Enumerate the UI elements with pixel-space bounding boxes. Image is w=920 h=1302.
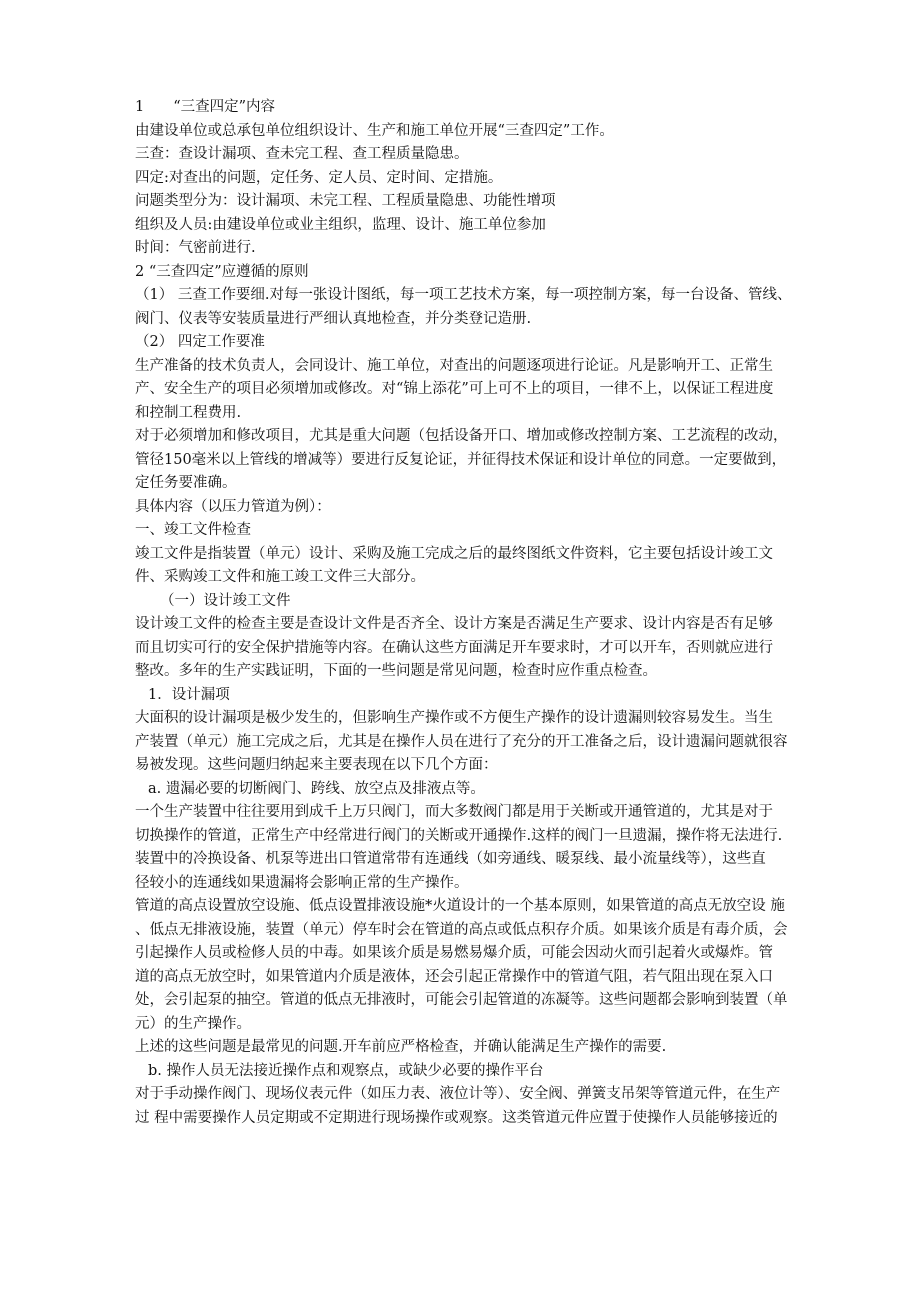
paragraph-line: 易被发现。这些问题归纳起来主要表现在以下几个方面： [135,757,498,773]
subheading: （2） 四定工作要准 [135,334,265,350]
paragraph-line: 竣工文件是指装置（单元）设计、采购及施工完成之后的最终图纸文件资料，它主要包括设计竣工文 [135,545,773,562]
paragraph-line: （1） 三查工作要细.对每一张设计图纸，每一项工艺技术方案，每一项控制方案，每一台设备、管线、 [135,287,792,303]
paragraph-line: 产装置（单元）施工完成之后，尤其是在操作人员在进行了充分的开工准备之后，设计遗漏问题就很容 [135,733,788,750]
paragraph-line: 时间：气密前进行. [135,240,256,256]
paragraph-line: 、低点无排液设施，装置（单元）停车时会在管道的高点或低点积存介质。如果该介质是有毒介质，会 [135,921,788,938]
paragraph-line: 问题类型分为：设计漏项、未完工程、工程质量隐患、功能性增项 [135,193,556,209]
paragraph-line: 四定:对查出的问题，定任务、定人员、定时间、定措施。 [135,169,503,186]
paragraph-line: 阀门、仪表等安装质量进行严细认真地检查，并分类登记造册. [135,310,532,327]
paragraph-line: 对于手动操作阀门、现场仪表元件（如压力表、液位计等）、安全阀、弹簧支吊架等管道元件，在生产 [135,1086,781,1102]
subheading: （一）设计竣工文件 [160,592,291,609]
paragraph-line: 设计竣工文件的检查主要是查设计文件是否齐全、设计方案是否满足生产要求、设计内容是否有足够 [135,616,773,632]
paragraph-line: 过 程中需要操作人员定期或不定期进行现场操作或观察。这类管道元件应置于使操作人员能够接近的 [135,1109,778,1126]
paragraph-line: 处，会引起泵的抽空。管道的低点无排液时，可能会引起管道的冻凝等。这些问题都会影响到装置（单 [135,992,788,1008]
list-item-heading: a. 遗漏必要的切断阀门、跨线、放空点及排液点等。 [148,780,485,797]
paragraph-line: 径较小的连通线如果遗漏将会影响正常的生产操作。 [135,874,469,891]
paragraph-line: 具体内容（以压力管道为例）： [135,498,331,515]
paragraph-line: 产、安全生产的项目必须增加或修改。对“锦上添花”可上可不上的项目，一律不上，以保证工程进度 [135,381,774,397]
section-heading: 一、竣工文件检查 [135,522,251,538]
section-heading-2: 2 “三查四定”应遵循的原则 [135,263,309,280]
paragraph-line: 装置中的冷换设备、机泵等进出口管道常带有连通线（如旁通线、暖泵线、最小流量线等），这些直 [135,851,766,867]
paragraph-line: 组织及人员:由建设单位或业主组织，监理、设计、施工单位参加 [135,216,546,233]
paragraph-line: 引起操作人员或检修人员的中毒。如果该介质是易燃易爆介质，可能会因动火而引起着火或爆炸。管 [135,945,773,961]
document-body [135,96,795,1130]
paragraph-line: 上述的这些问题是最常见的问题.开车前应严格检查，并确认能满足生产操作的需要. [135,1039,667,1055]
paragraph-line: 一个生产装置中往往要用到成千上万只阀门，而大多数阀门都是用于关断或开通管道的，尤其是对于 [135,804,773,820]
paragraph-line: 整改。多年的生产实践证明，下面的一些问题是常见问题，检查时应作重点检查。 [135,663,657,679]
paragraph-line: 管径150毫米以上管线的增减等）要进行反复论证，并征得技术保证和设计单位的同意。一定要做到， [135,451,787,468]
subheading: 1．设计漏项 [148,686,230,703]
paragraph-line: 和控制工程费用. [135,404,242,421]
paragraph-line: 由建设单位或总承包单位组织设计、生产和施工单位开展“三查四定”工作。 [135,122,614,139]
paragraph-line: 道的高点无放空时，如果管道内介质是液体，还会引起正常操作中的管道气阻，若气阻出现在泵入口 [135,968,773,985]
paragraph-line: 而且切实可行的安全保护措施等内容。在确认这些方面满足开车要求时，才可以开车，否则就应进行 [135,639,773,656]
paragraph-line: 切换操作的管道，正常生产中经常进行阀门的关断或开通操作.这样的阀门一旦遗漏，操作将无法进行. [135,827,783,844]
paragraph-line: 三查：查设计漏项、查未完工程、查工程质量隐患。 [135,146,469,162]
paragraph-line: 对于必须增加和修改项目，尤其是重大问题（包括设备开口、增加或修改控制方案、工艺流程的改动， [135,428,788,444]
paragraph-line: 生产准备的技术负责人，会同设计、施工单位，对查出的问题逐项进行论证。凡是影响开工、正常生 [135,357,773,374]
paragraph-line: 件、采购竣工文件和施工竣工文件三大部分。 [135,569,425,585]
paragraph-line: 元）的生产操作。 [135,1015,251,1032]
paragraph-line: 大面积的设计漏项是极少发生的，但影响生产操作或不方便生产操作的设计遗漏则较容易发生。当生 [135,710,773,726]
paragraph-line: 定任务要准确。 [135,475,237,491]
paragraph-line: 管道的高点设置放空设施、低点设置排液设施*火道设计的一个基本原则，如果管道的高点无放空设 施 [135,898,785,914]
list-item-heading: b. 操作人员无法接近操作点和观察点，或缺少必要的操作平台 [148,1062,544,1079]
section-heading-1: 1 “三查四定”内容 [135,99,276,115]
